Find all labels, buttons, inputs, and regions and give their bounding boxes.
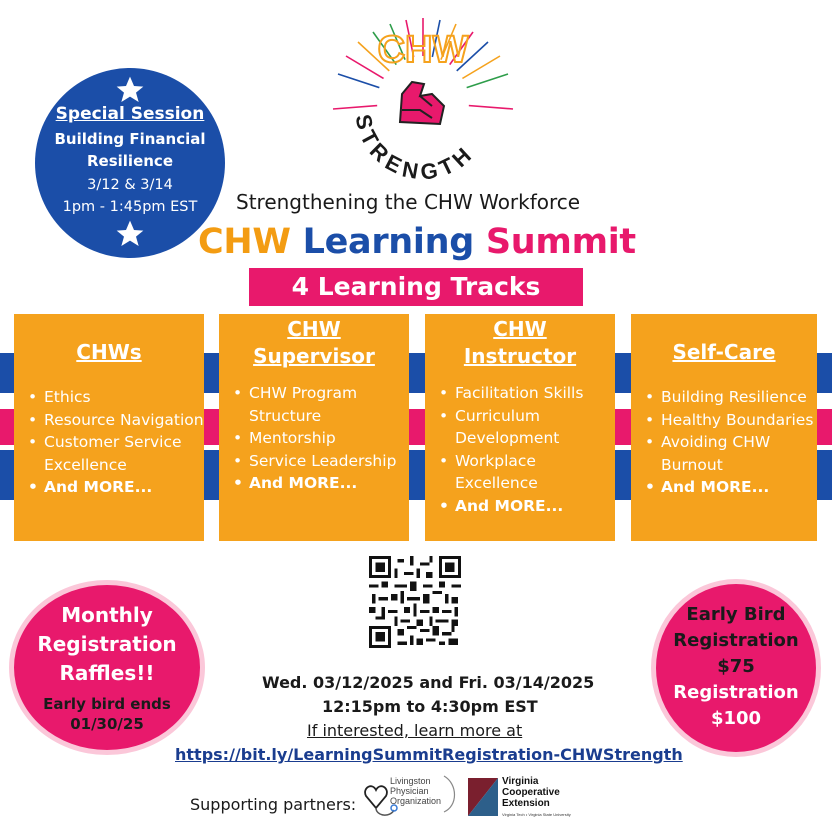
list-item: • Customer Service Excellence	[22, 431, 204, 476]
special-session-badge	[35, 68, 225, 258]
track-topic-list	[425, 382, 615, 517]
qr-code[interactable]	[369, 556, 461, 648]
track-topic-list	[631, 386, 817, 499]
track-title-line2: Supervisor	[253, 344, 375, 368]
logo-word-strength: STRENGTH	[350, 112, 480, 185]
page-title	[198, 222, 636, 262]
track-title: Self-Care	[672, 340, 776, 364]
raffle-headline	[14, 601, 200, 688]
list-item: • Healthy Boundaries	[639, 409, 817, 432]
logo-graphic	[328, 14, 518, 190]
registration-link[interactable]: https://bit.ly/LearningSummitRegistration-CHWStrength	[175, 745, 683, 764]
chw-strength-logo	[328, 14, 518, 190]
track-card-chws	[14, 314, 204, 541]
raffle-note-line1: Early bird ends	[43, 695, 171, 713]
list-item: • Resource Navigation	[22, 409, 204, 432]
special-session-time: 1pm - 1:45pm EST	[62, 199, 198, 215]
vce-name-line3: Extension	[502, 798, 550, 809]
track-card-supervisor	[219, 314, 409, 541]
early-bird-price: $75	[717, 656, 755, 677]
special-session-subtitle-line2: Resilience	[87, 152, 173, 170]
title-word-summit: Summit	[485, 222, 636, 262]
raffle-note	[14, 694, 200, 734]
track-card-self-care	[631, 314, 817, 541]
event-time: 12:15pm to 4:30pm EST	[322, 697, 538, 716]
event-dates: Wed. 03/12/2025 and Fri. 03/14/2025	[262, 673, 595, 692]
logo-word-chw: CHW	[377, 29, 469, 71]
special-session-subtitle	[45, 128, 215, 172]
track-topic-list	[219, 382, 409, 495]
raffle-badge	[9, 580, 205, 755]
vce-name-line2: Cooperative	[502, 787, 560, 798]
special-session-subtitle-line1: Building Financial	[54, 130, 206, 148]
track-title: CHWs	[76, 340, 142, 364]
list-item-more: • And MORE...	[433, 495, 615, 518]
early-bird-label	[656, 602, 816, 654]
list-item: • Building Resilience	[639, 386, 817, 409]
livingston-physician-organization-logo	[360, 772, 460, 822]
vce-subtitle: Virginia Tech • Virginia State University	[502, 812, 571, 817]
title-word-learning: Learning	[302, 222, 474, 262]
registration-label: Registration	[673, 682, 799, 703]
list-item: • Ethics	[22, 386, 204, 409]
track-card-instructor	[425, 314, 615, 541]
tagline: Strengthening the CHW Workforce	[236, 190, 581, 214]
lpo-name-line1: Livingston	[390, 776, 431, 786]
early-bird-line1: Early Bird	[686, 604, 786, 625]
early-bird-line2: Registration	[673, 630, 799, 651]
raffle-line2: Registration	[37, 632, 177, 656]
list-item-more: • And MORE...	[639, 476, 817, 499]
track-title-line1: CHW	[287, 317, 341, 341]
track-title-line2: Instructor	[463, 344, 577, 368]
heart-icon	[365, 786, 387, 808]
list-item: • Curriculum Development	[433, 405, 615, 450]
track-title-line1: CHW	[493, 317, 547, 341]
raffle-note-line2: 01/30/25	[70, 715, 144, 733]
vce-name-line1: Virginia	[502, 776, 539, 787]
title-word-chw: CHW	[198, 222, 291, 262]
learn-more-text: If interested, learn more at	[307, 721, 523, 740]
list-item: • Facilitation Skills	[433, 382, 615, 405]
list-item: • Service Leadership	[227, 450, 409, 473]
star-icon	[114, 74, 146, 106]
lpo-name-line3: Organization	[390, 796, 442, 806]
special-session-dates	[35, 174, 225, 218]
virginia-cooperative-extension-logo	[466, 772, 586, 822]
list-item: • Avoiding CHW Burnout	[639, 431, 817, 476]
special-session-date-range: 3/12 & 3/14	[87, 177, 173, 193]
lpo-name-line2: Physician	[390, 786, 429, 796]
list-item: • Workplace Excellence	[433, 450, 615, 495]
raffle-line1: Monthly	[61, 603, 153, 627]
registration-price: $100	[710, 708, 762, 729]
raffle-line3: Raffles!!	[59, 661, 155, 685]
special-session-title: Special Session	[55, 104, 205, 124]
pricing-badge	[651, 579, 821, 757]
list-item-more: • And MORE...	[22, 476, 204, 499]
star-icon	[114, 218, 146, 250]
track-topic-list	[14, 386, 204, 499]
partners-label: Supporting partners:	[190, 795, 357, 814]
list-item: • Mentorship	[227, 427, 409, 450]
list-item: • CHW Program Structure	[227, 382, 409, 427]
learning-tracks-banner: 4 Learning Tracks	[249, 268, 583, 306]
list-item-more: • And MORE...	[227, 472, 409, 495]
